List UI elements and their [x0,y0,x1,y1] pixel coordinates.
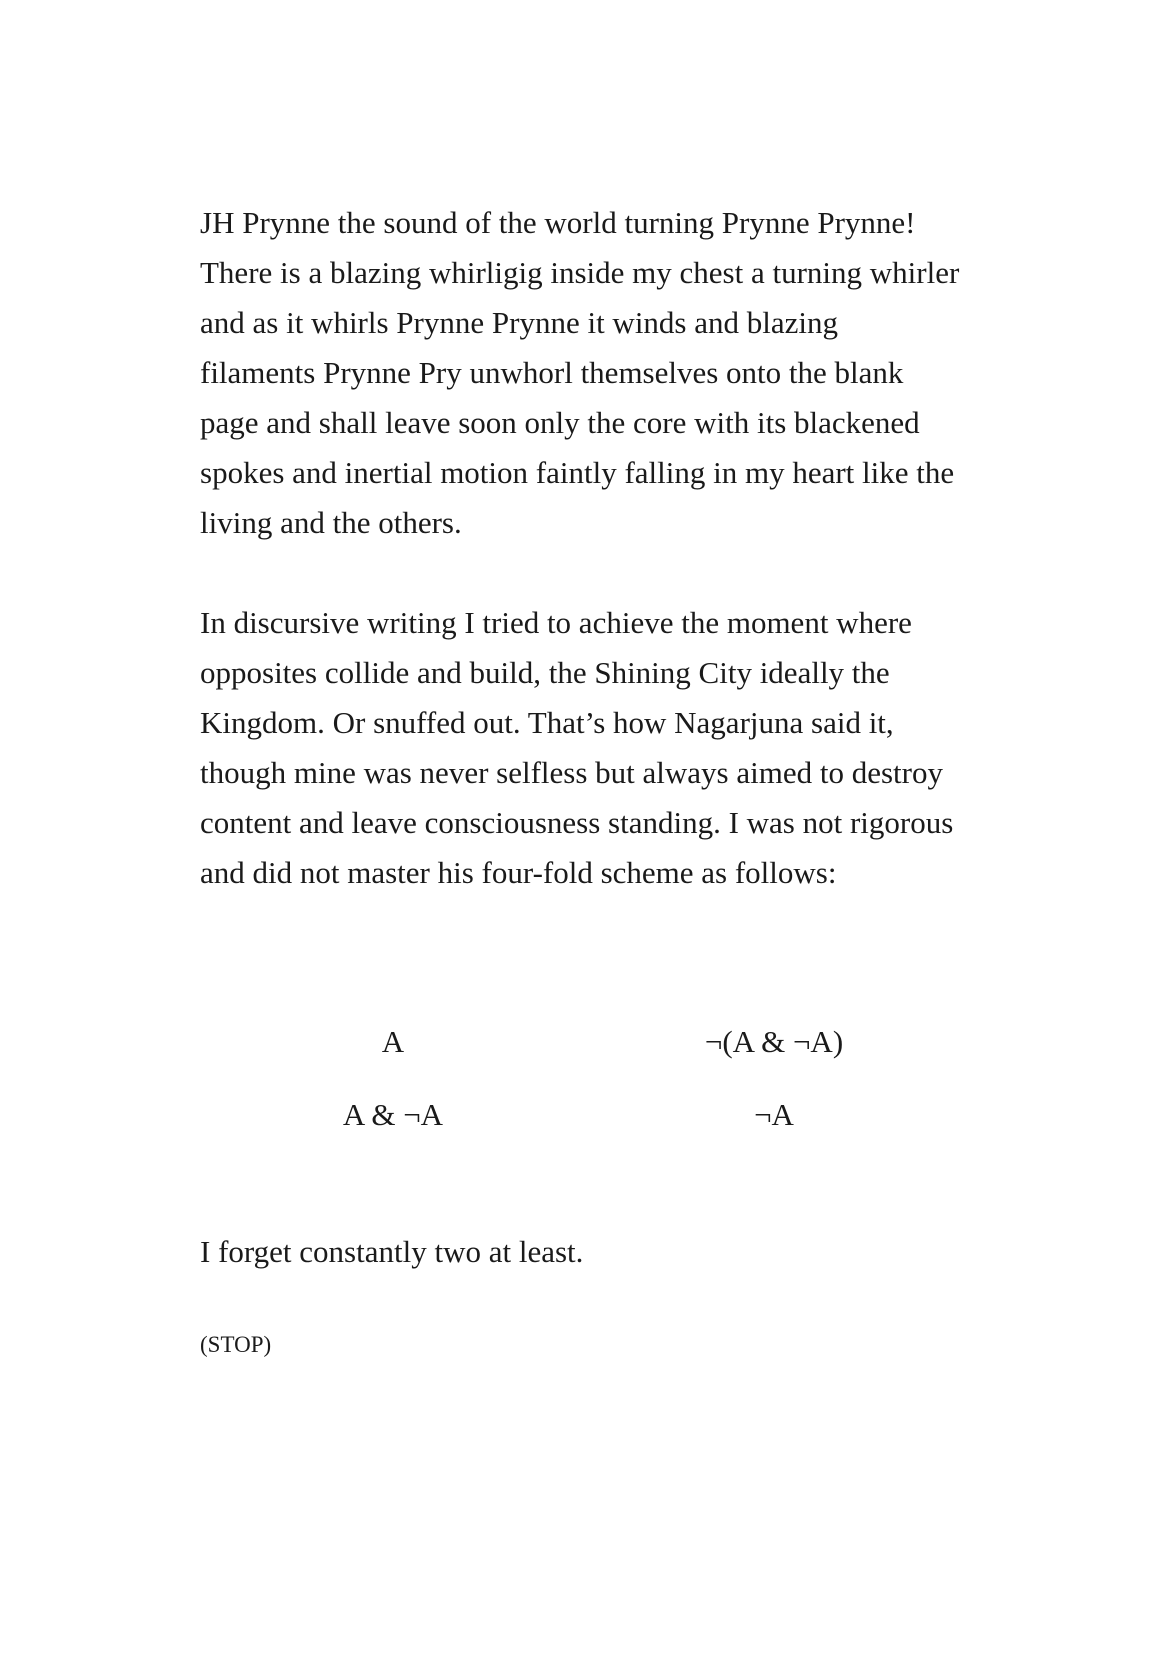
text-line: content and leave consciousness standing. I was not rigorous [200,805,954,840]
scheme-neither: ¬(A & ¬A) [704,1024,844,1059]
text-line: Kingdom. Or snuffed out. That’s how Nagarjuna said it, [200,705,894,740]
paragraph-discursive-writing [200,598,980,898]
scheme-affirmation: A [381,1024,405,1059]
text-line: In discursive writing I tried to achieve the moment where [200,605,912,640]
scheme-negation: ¬A [754,1097,794,1132]
text-line: living and the others. [200,505,462,540]
text-line: spokes and inertial motion faintly falling in my heart like the [200,455,955,490]
paragraph-prynne [200,198,980,548]
text-line: opposites collide and build, the Shining City ideally the [200,655,890,690]
text-line: JH Prynne the sound of the world turning Prynne Prynne! [200,205,916,240]
stop-marker: (STOP) [200,1332,272,1357]
text-line: There is a blazing whirligig inside my chest a turning whirler [200,255,960,290]
closing-line: I forget constantly two at least. [200,1234,584,1269]
text-line: filaments Prynne Pry unwhorl themselves onto the blank [200,355,904,390]
text-line: and did not master his four-fold scheme as follows: [200,855,837,890]
text-line: page and shall leave soon only the core with its blackened [200,405,920,440]
text-line: though mine was never selfless but always aimed to destroy [200,755,943,790]
text-line: and as it whirls Prynne Prynne it winds and blazing [200,305,838,340]
scheme-both: A & ¬A [342,1097,444,1132]
